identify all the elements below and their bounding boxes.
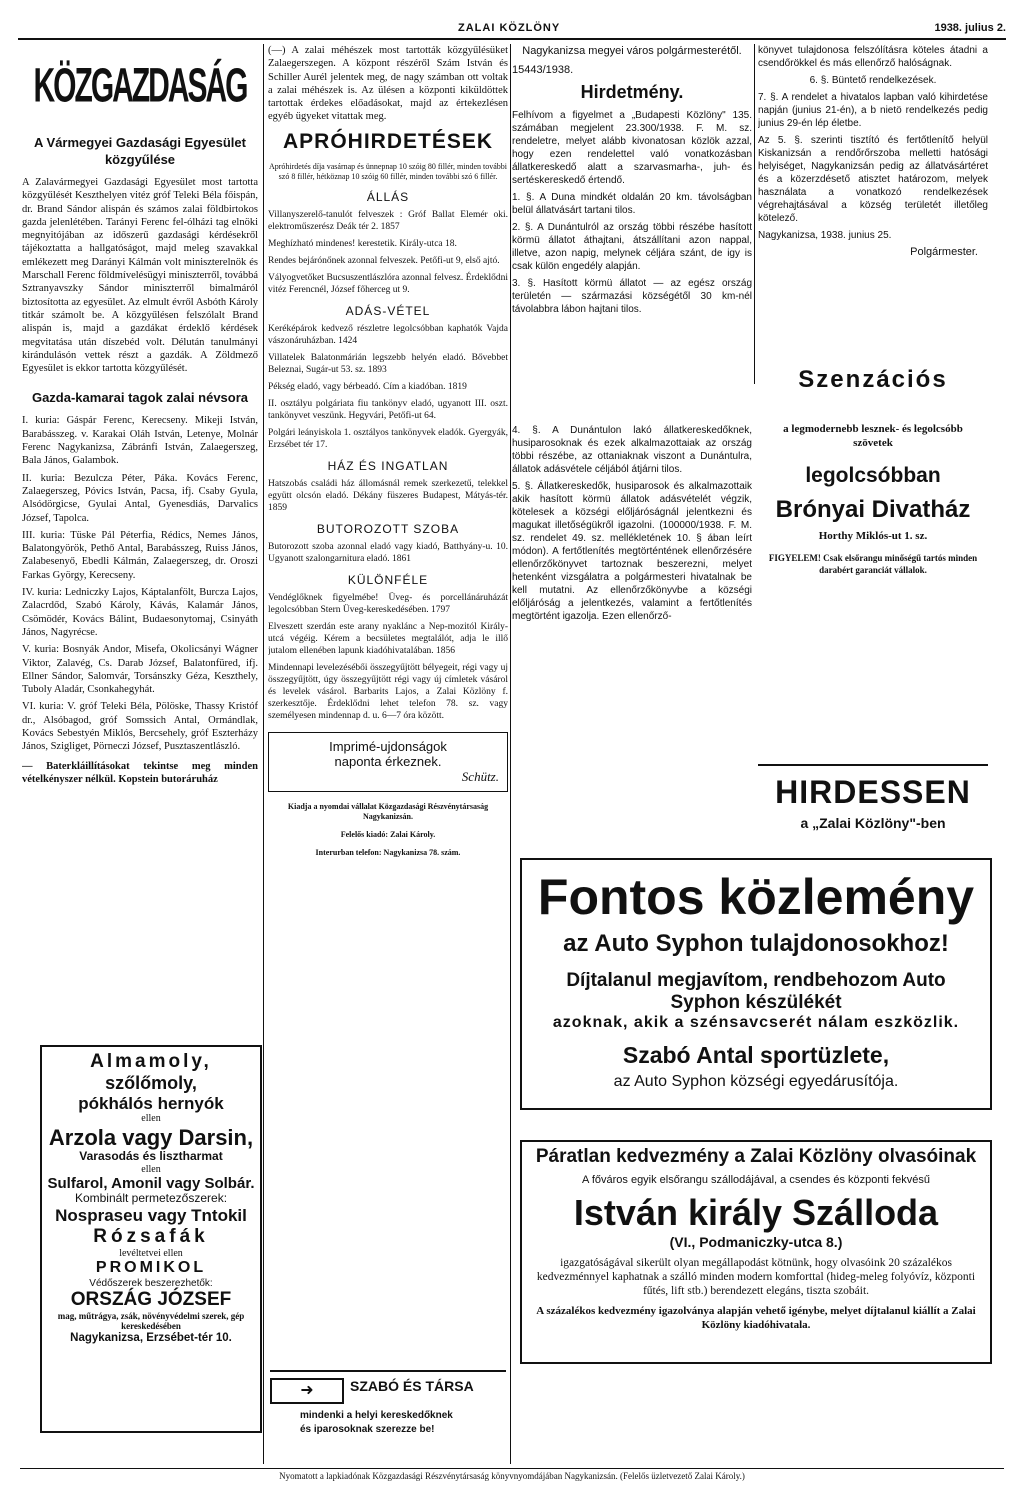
ad-line: Páratlan kedvezmény a Zalai Közlöny olvasóinak bbox=[535, 1146, 977, 1167]
publisher-info: Felelős kiadó: Zalai Károly. bbox=[340, 829, 436, 839]
notice-paragraph: 4. §. A Dunántulon lakó állatkereskedőknek, husiparosoknak és ezek alkalmazottaiak az ország többi részébe, az ottaniaknak viszont a Dunántulra, állatok adásvétele céljából átjárni tilos. bbox=[512, 425, 752, 475]
ad-line: azoknak, akik a szénsavcserét nálam eszközlik. bbox=[552, 1014, 960, 1031]
column-classifieds bbox=[268, 44, 508, 1464]
ad-line: ellen bbox=[141, 1163, 161, 1175]
column-divider bbox=[754, 44, 755, 384]
notice-paragraph: 2. §. A Dunántulról az ország többi részébe hasított körmü állatot áthajtani, átszállítani azon nappal, illetve, azon napig, melynek céljára szánt, de igy is csak külön engedély alapján. bbox=[512, 222, 752, 272]
article-paragraph: (—) A zalai méhészek most tartották közgyűlésüket Zalaegerszegen. A központ részéről Szám István és Schiller Aurél jelentek meg, de nagy számban ott voltak a zalai méhészek is. Az ülésen a központi kiküldöttek tartottak érdekes előadásokat, majd az értekezlésen egyéb ügyeket vitattak meg. bbox=[268, 45, 508, 123]
ad-line: Szenzációs bbox=[798, 366, 948, 393]
article-title: Gazda-kamarai tagok zalai névsora bbox=[31, 390, 249, 406]
ad-line: mag, műtrágya, zsák, növényvédelmi szerek, gép kereskedésében bbox=[57, 1310, 245, 1332]
ad-pesticides bbox=[40, 1045, 262, 1433]
ad-line: Fontos közlemény bbox=[537, 869, 975, 925]
classified-ad: Vályogvetőket Bucsuszentlászlóra azonnal felvesz. Érdeklődni vitéz Ferencnél, József főherceg ut 9. bbox=[268, 272, 508, 295]
page-header bbox=[18, 20, 1006, 40]
ad-advertise bbox=[758, 764, 988, 852]
ad-line: PROMIKOL bbox=[95, 1259, 207, 1277]
ad-line: Díjtalanul megjavítom, rendbehozom Auto Syphon készülékét bbox=[566, 970, 946, 1013]
classified-section-title: ÁLLÁS bbox=[366, 189, 410, 204]
classified-section-title: BUTOROZOTT SZOBA bbox=[316, 521, 460, 536]
publisher-info: Interurban telefon: Nagykanizsa 78. szám. bbox=[315, 847, 461, 857]
ad-line: Arzola vagy Darsin, bbox=[48, 1124, 254, 1150]
ad-line: legolcsóbban bbox=[805, 464, 941, 487]
notice-signature: Polgármester. bbox=[910, 246, 978, 258]
ad-line: Imprimé-ujdonságok bbox=[329, 738, 447, 754]
classified-ad: Butorozott szoba azonnal eladó vagy kiadó, Batthyány-u. 10. Ugyanott szalongarnitura eladó. 1861 bbox=[268, 541, 508, 564]
classified-ad: Keréképárok kedvező részletre legolcsóbban kaphatók Vajda vászonáruházban. 1424 bbox=[268, 323, 508, 346]
classified-ad: Elveszett szerdán este arany nyaklánc a Nep-mozitól Király-utcá végéig. Kérem a becsületes megtalálót, adja le illő jutalom ellenében lapunk kiadóhivatalában. 1856 bbox=[268, 621, 508, 656]
article-title: A Vármegyei Gazdasági Egyesület közgyűlése bbox=[34, 135, 246, 167]
publisher-info: Kiadja a nyomdai vállalat Közgazdasági Részvénytársaság Nagykanizsán. bbox=[287, 801, 489, 821]
ad-line: HIRDESSEN bbox=[775, 774, 971, 810]
issue-date: 1938. julius 2. bbox=[934, 22, 1006, 34]
classified-ad: Pékség eladó, vagy bérbeadó. Cím a kiadóban. 1819 bbox=[268, 381, 467, 392]
notice-paragraph: 6. §. Büntető rendelkezések. bbox=[809, 75, 937, 86]
ad-line: Horthy Miklós-ut 1. sz. bbox=[818, 530, 928, 542]
ad-line: SZABÓ ÉS TÁRSA bbox=[350, 1378, 474, 1394]
article-paragraph: I. kuria: Gáspár Ferenc, Kerecseny. Mikeji István, Barabásszeg. v. Karakai Oláh István, Letenye, Molnár Ferenc Nagykanizsa, Zábránfi István, Zalaegerszeg, Bala János, Galambok. bbox=[22, 415, 258, 467]
classified-section-title: ADÁS-VÉTEL bbox=[345, 303, 431, 318]
ad-line: A főváros egyik elsőrangu szállodájával, a csendes és központi fekvésű bbox=[582, 1174, 930, 1186]
ad-line: Sulfarol, Amonil vagy Solbár. bbox=[47, 1175, 255, 1193]
notice-paragraph: 1. §. A Duna mindkét oldalán 20 km. távolságban belül állatvásárt tartani tilos. bbox=[512, 192, 752, 216]
ad-line: Almamoly, bbox=[90, 1051, 212, 1072]
notice-issuer: Nagykanizsa megyei város polgármesterétől. bbox=[522, 45, 742, 57]
ad-line: a „Zalai Közlöny"-ben bbox=[800, 815, 946, 831]
ad-line: Nospraseu vagy Tntokil bbox=[55, 1206, 247, 1226]
article-paragraph: IV. kuria: Ledniczky Lajos, Káptalanfölt, Burcza Lajos, Zalacrdőd, Szabó Károly, Kávás, Kalamár János, Csömödér, Kovács Bálint, Budaesonytomaj, Csinyáth János, Nagyrécse. bbox=[22, 587, 258, 638]
ad-hotel bbox=[520, 1140, 992, 1364]
ad-clothing bbox=[758, 360, 988, 760]
ad-line: ORSZÁG JÓZSEF bbox=[70, 1289, 232, 1310]
newspaper-name: ZALAI KÖZLÖNY bbox=[458, 22, 561, 34]
ad-line: pókhálós hernyók bbox=[78, 1093, 224, 1113]
column-notice-end bbox=[758, 44, 988, 382]
column-notice-cont bbox=[512, 424, 752, 804]
ad-line: Varasodás és lisztharmat bbox=[79, 1148, 223, 1163]
ad-line: István király Szálloda bbox=[573, 1192, 939, 1233]
short-notice: — Baterkláillításokat tekintse meg minden vételkényszer nélkül. Kopstein butoráruház bbox=[22, 760, 258, 785]
notice-paragraph: 3. §. Hasított körmü állatot — az egész ország területén — származási községétől 30 km-nél távolabbra lábon hajtani tilos. bbox=[512, 278, 752, 315]
classified-ad: Hatszobás családi ház állomásnál remek szerkezetű, telekkel együtt olcsón eladó. Dékány füszeres Budapest, Mátyás-tér. 1859 bbox=[268, 478, 508, 513]
classified-section-title: KÜLÖNFÉLE bbox=[347, 572, 429, 587]
article-paragraph: III. kuria: Tüske Pál Péterfia, Rédics, Nemes János, Balatongyörök, Pethő Antal, Barabásszeg, Ruiss János, Zalabesenyő, Ebedli Kálmán, Zalaegerszeg, dr. Oroszi Farkas György, Kerecseny. bbox=[22, 529, 258, 581]
classifieds-rates: Apróhirdetés díja vasárnap és ünnepnap 10 szóig 80 fillér, minden további szó 8 fillér, hétköznap 10 szóig 60 fillér, minden további szó 6 fillér. bbox=[268, 161, 508, 181]
notice-paragraph: Felhívom a figyelmet a „Budapesti Közlöny" 135. számában megjelent 23.300/1938. F. M. sz. rendeletre, melyet alább kivonatosan közlök azzal, hogy ezen rendelettel való vonatkozásban állatkereskedő alatt a szarvasmarha-, juh- és sertéskereskedő értendő. bbox=[512, 110, 752, 186]
notice-paragraph: Az 5. §. szerinti tisztító és fertőtlenítő helyül Kiskanizsán a rendőrőrszoba melletti hatósági helyiséget, Nagykanizsán pedig az állatvásártéret és a közerzdésető atisztet határozom, melyek használata a vonatkozó rendelkezések végrehajtásával a község területét illetőleg kötelező. bbox=[758, 135, 988, 224]
article-paragraph: II. kuria: Bezulcza Péter, Páka. Kovács Ferenc, Zalaegerszeg, Póvics István, Pacsa, ifj. Csaby Gyula, Alsódörgicse, Gyulai Antal, Gyenesdiás, Darvalics József, Tapolca. bbox=[22, 472, 258, 524]
ad-line: naponta érkeznek. bbox=[334, 753, 442, 769]
classified-ad: Vendéglőknek figyelmébe! Üveg- és porcellánáruházát legolcsóbban Stern Üveg-kereskedésében. 1797 bbox=[268, 592, 508, 615]
notice-date: Nagykanizsa, 1938. junius 25. bbox=[758, 230, 892, 241]
notice-paragraph: 7. §. A rendelet a hivatalos lapban való kihirdetése napján (junius 21-én), a b nietö rendelkezés pedig junius 29-én lép életbe. bbox=[758, 92, 988, 129]
ad-imprime bbox=[268, 732, 508, 792]
classified-ad: Mindennapi levelezésébői összegyűjtött bélyegeit, régi vagy uj összegyűjtött, úgy összegyűjtött régi vagy új címletek vásárol és levelek vásárol. Barbarits Lajos, a Zalai Közlöny f. szerkesztője. Érdeklődni lehet telefon 78. sz. vagy személyesen mindennap d. u. 6—7 óra között. bbox=[268, 662, 508, 721]
ad-line: ellen bbox=[141, 1113, 161, 1125]
classified-ad: Meghízható mindenes! kerestetik. Király-utca 18. bbox=[268, 238, 457, 249]
notice-paragraph: könyvet tulajdonosa felszólításra köteles átadni a csendőrökkel és más ellenőrző halóságnak. bbox=[758, 45, 988, 69]
classified-section-title: HÁZ ÉS INGATLAN bbox=[327, 458, 449, 473]
classified-ad: Villatelek Balatonmárián legszebb helyén eladó. Bővebbet Beleznai, Sugár-ut 53. sz. 1893 bbox=[268, 352, 508, 375]
ad-line: mindenki a helyi kereskedőknek bbox=[300, 1410, 453, 1421]
notice-number: 15443/1938. bbox=[512, 64, 574, 76]
ad-signature: Schütz. bbox=[461, 768, 499, 784]
ad-line: Brónyai Divatház bbox=[775, 496, 971, 523]
classified-ad: Rendes bejárónőnek azonnal felveszek. Petőfi-ut 9, első ajtó. bbox=[268, 255, 500, 266]
classifieds-title: APRÓHIRDETÉSEK bbox=[282, 129, 494, 153]
ad-line: A százalékos kedvezmény igazolványa alapján vehető igénybe, melyet díjtalanul kiállít a Zalai Közlöny kiadóhivatala. bbox=[536, 1305, 976, 1331]
ad-line: az Auto Syphon tulajdonosokhoz! bbox=[563, 930, 949, 957]
ad-line: Rózsafák bbox=[93, 1225, 209, 1247]
notice-title: Hirdetmény. bbox=[580, 82, 684, 102]
arrow-icon: ➜ bbox=[270, 1378, 344, 1404]
notice-paragraph: 5. §. Állatkereskedők, husiparosok és alkalmazottaik akik hasított körmü állatok adásvételét végzik, kötelesek a községi előljáróságnál jelentkezni és magukat illetőségükről igazolni. (100000/1938. F. M. sz. rendelet 49. sz. mellékletének 10. § ában leírt módon). A fertőtlenítés megtörténtének ellenőrzésére ellenőrzőkönyvet tartoznak beszerezni, melyet hetenként vizsgálatra a polgármesteri hivatalnak be kell mutatni. Az ellenőrzőkönyvbe a községi előljáróság a jelentkezés, valamint a fertőtlenítés megtörtént igazolja. Ezen ellenőrző- bbox=[512, 481, 752, 622]
classified-ad: II. osztályu polgáriata fiu tankönyv eladó, ugyanott III. oszt. tankönyvet veszünk. Hegyvári, Petőfi-ut 64. bbox=[268, 398, 508, 421]
article-paragraph: V. kuria: Bosnyák Andor, Misefa, Okolicsányi Wágner Viktor, Zalavég, Cs. Darab József, Balatonfüred, ifj. Ellner Sándor, Salomvár, Torsánszky Géza, Keszthely, Tuboly Aladár, Csonkahegyhát. bbox=[22, 644, 258, 696]
ad-line: Szabó Antal sportüzlete, bbox=[622, 1042, 890, 1068]
column-divider bbox=[263, 44, 264, 1464]
ad-line: FIGYELEM! Csak elsőrangu minőségű tartós minden darabért garanciát vállalok. bbox=[768, 553, 978, 575]
ad-line: szőlőmoly, bbox=[105, 1072, 197, 1093]
page-footer: Nyomatott a lapkiadónak Közgazdasági Részvénytársaság könyvnyomdájában Nagykanizsán. (Felelős üzletvezető Zalai Károly.) bbox=[20, 1468, 1004, 1481]
ad-line: Kombinált permetezőszerek: bbox=[74, 1191, 228, 1206]
ad-line: levéltetvei ellen bbox=[119, 1247, 183, 1259]
column-divider bbox=[510, 44, 511, 1464]
column-notice bbox=[512, 44, 752, 420]
ad-line: (VI., Podmaniczky-utca 8.) bbox=[669, 1234, 843, 1250]
section-masthead: KÖZGAZDASÁG bbox=[33, 59, 247, 113]
classified-ad: Polgári leányiskola 1. osztályos tankönyvek eladók. Gyergyák, Erzsébet tér 17. bbox=[268, 427, 508, 450]
article-paragraph: VI. kuria: V. gróf Teleki Béla, Pölöske, Thassy Kristóf dr., Alsóbagod, gróf Somssich Antal, Ormándlak, Kovács Sebestyén Miklós, Bercsehely, gróf Eszterházy János, Szigliget, Pörneczi József, Pusztaszentlászló. bbox=[22, 701, 258, 753]
ad-shop-local bbox=[270, 1370, 506, 1456]
ad-line: Nagykanizsa, Erzsébet-tér 10. bbox=[70, 1331, 232, 1344]
ad-line: a legmodernebb lesznek- és legolcsóbb szövetek bbox=[783, 423, 963, 449]
ad-auto-syphon bbox=[520, 858, 992, 1110]
ad-line: és iparosoknak szerezze be! bbox=[300, 1424, 435, 1435]
article-paragraph: A Zalavármegyei Gazdasági Egyesület most tartotta közgyűlését Keszthelyen vitéz gróf Teleki Béla főispán, dr. Brand Sándor alispán és számos zalai földbirtokos gazda jelenlétében. Tarányi Ferenc fel-ólházi tag elnöki megnyitójában az időszerű gazdasági kérdésekről tájékoztatta a hallgatóságot, majd meleg szavakkal emlékezett meg Darányi Kálmán volt miniszterelnök és Marschall Ferenc földmívelésügyi miniszterről, továbbá Sztranyavszky Sándor miniszterről bimalmáról biztosította az egyesület. Az elmult évről Asbóth Károly titkár számolt be. A közgyűlésen felszólalt Brand alispán is, majd a gazdákat érdeklő kérdések megvitatása után díszebéd volt. Délután tanulmányi kirándulásón vettek részt a gazdák. A Zöldmező Egyesület is ekkor tartotta közgyűlését. bbox=[22, 177, 258, 375]
ad-line: az Auto Syphon községi egyedárusítója. bbox=[613, 1073, 899, 1090]
ad-line: igazgatóságával sikerült olyan megállapodást kötnünk, hogy olvasóink 20 százalékos kedvezménnyel kaphatnak a szálló minden modern komforttal (hideg-meleg folyóvíz, központi fűtés, lift stb.) berendezett elegáns, tiszta szobáit. bbox=[536, 1257, 976, 1297]
classified-ad: Villanyszerelő-tanulót felveszek : Gróf Ballat Elemér oki. elektroműszerész Deák tér 2. 1857 bbox=[268, 209, 508, 232]
ad-line: Védőszerek beszerezhetők: bbox=[89, 1277, 213, 1289]
